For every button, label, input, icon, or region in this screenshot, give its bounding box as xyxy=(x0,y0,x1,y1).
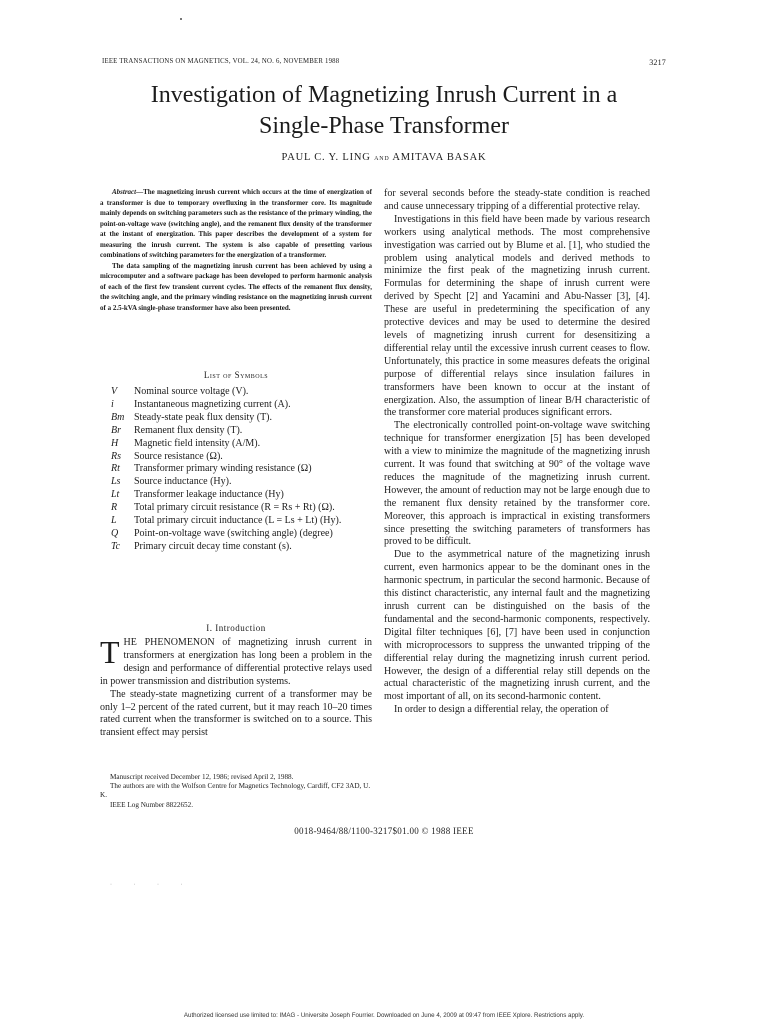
paper-title xyxy=(60,80,708,142)
symbol-description: Transformer leakage inductance (Hy) xyxy=(134,489,284,501)
introduction-body xyxy=(100,634,372,740)
symbol-key: i xyxy=(111,398,114,410)
symbol-key: Q xyxy=(111,527,119,539)
right-paragraph-2: The electronically controlled point-on-voltage wave switching technique for transformer energization [5] has been developed with a view to minimize the magnitude of the magnetizing inrush current. It was found that switching at 90° of the voltage wave reduces the magnitude of the magnetizing inrush current. However, the amount of reduction may not be large enough due to the remanent flux density retained by the transformer core. Moreover, this approach is impractical in existing transformers since presetting the switching parameters of transformers has proved to be difficult. xyxy=(384,420,650,548)
journal-header: IEEE TRANSACTIONS ON MAGNETICS, VOL. 24, NO. 6, NOVEMBER 1988 xyxy=(102,58,340,65)
title-line-1: Investigation of Magnetizing Inrush Current in a xyxy=(150,82,618,108)
author-1: PAUL C. Y. LING xyxy=(281,152,371,163)
symbol-row xyxy=(111,528,373,541)
intro-paragraph-1 xyxy=(100,634,372,689)
symbol-row xyxy=(111,463,373,476)
section-heading-introduction: I. Introduction xyxy=(206,623,266,633)
drop-cap: T xyxy=(100,634,120,670)
abstract-text-1: —The magnetizing inrush current which occurs at the time of energization of a transformer is due to temporary overfluxing in the transformer core. Its magnitude mainly depends on switching parameters such as the resistance of the primary winding, the point-on-voltage wave (switching angle), and the remanent flux density of the transformer at the instant of energization. This paper describes the development of a system for measuring the inrush current. The system is also capable of presetting various combinations of switching parameters for the energization of a transformer. xyxy=(100,188,372,259)
right-paragraph-1: Investigations in this field have been made by various research workers using analytical methods. The most comprehensive investigation was carried out by Blume et al. [1], who studied the problem using analytical models and derived methods to minimize the first peak of the magnetizing inrush current. Formulas for determining the shape of inrush current were derived by Specht [2] and Yacamini and Abu-Nasser [3], [4]. These are useful in predetermining the specification of any protective devices and may be used to determine the desired levels of magnetizing inrush current for desensitizing a differential relay until the excessive inrush current ceases to flow. Unfortunately, this practice in some measures defeats the original purpose of differential relays since insulation failures in transformers have been known to occur at the instant of energization. Also, the assumption of linear B/H characteristic of the transformer core material produces significant errors. xyxy=(384,213,650,419)
symbols-heading: List of Symbols xyxy=(203,370,269,380)
symbol-list xyxy=(111,386,373,554)
symbol-key: Tc xyxy=(111,540,121,552)
symbol-description: Instantaneous magnetizing current (A). xyxy=(134,398,291,410)
symbol-description: Steady-state peak flux density (T). xyxy=(134,411,273,423)
symbol-row xyxy=(111,438,373,451)
symbol-description: Total primary circuit inductance (L = Ls + Lt) (Hy). xyxy=(134,515,342,527)
symbol-row xyxy=(111,476,373,489)
symbol-description: Remanent flux density (T). xyxy=(134,424,243,436)
license-notice: Authorized licensed use limited to: IMAG - Universite Joseph Fourrier. Downloaded on June 4, 2009 at 09:47 from IEEE Xplore. Restrictions apply. xyxy=(183,1012,585,1019)
footnote-received: Manuscript received December 12, 1986; revised April 2, 1988. xyxy=(110,773,294,781)
copyright-line: 0018-9464/88/1100-3217$01.00 © 1988 IEEE xyxy=(294,826,474,836)
author-conjunction: and xyxy=(374,152,390,162)
symbol-description: Transformer primary winding resistance (Ω) xyxy=(134,463,312,475)
symbol-key: Lt xyxy=(111,489,120,501)
symbol-description: Total primary circuit resistance (R = Rs + Rt) (Ω). xyxy=(134,502,335,514)
intro-paragraph-2: The steady-state magnetizing current of a transformer may be only 1–2 percent of the rated current, but it may reach 10–20 times rated current when the transformer is switched on to a source. This transient effect may persist xyxy=(100,688,372,739)
symbol-description: Source resistance (Ω). xyxy=(134,450,223,462)
abstract-paragraph-2: The data sampling of the magnetizing inrush current has been achieved by using a microcomputer and a software package has been developed to perform harmonic analysis of each of the first few transient current cycles. The effects of the remanent flux density, the switching angle, and the primary winding resistance on the magnetizing inrush current of a 2.5-kVA single-phase transformer have also been presented. xyxy=(100,261,372,312)
symbol-key: R xyxy=(111,502,118,514)
symbol-row xyxy=(111,502,373,515)
symbol-key: Rt xyxy=(111,463,120,475)
author-2: AMITAVA BASAK xyxy=(392,152,487,163)
symbol-row xyxy=(111,399,373,412)
abstract xyxy=(100,187,372,313)
symbol-description: Nominal source voltage (V). xyxy=(134,386,249,397)
symbol-key: H xyxy=(111,437,119,449)
right-paragraph-3: Due to the asymmetrical nature of the magnetizing inrush current, even harmonics appear to be the dominant ones in the harmonic spectrum, in particular the second harmonic. Because of this distinct characteristic, any internal fault and the magnetizing inrush current can be distinguished on the basis of the fundamental and the second-harmonic components, respectively. Digital filter techniques [6], [7] have been used in conjunction with microprocessors to suppress the unwanted tripping of the differential relay during the magnetizing inrush current period. However, the design of a differential relay still depends on the actual characteristic of the magnetizing inrush current, and the most important of all, on its second-harmonic content. xyxy=(384,549,650,703)
scan-speck xyxy=(180,18,182,20)
symbol-row xyxy=(111,425,373,438)
scan-dots: · · · · xyxy=(110,882,193,888)
symbol-row xyxy=(111,489,373,502)
footnote-log-number: IEEE Log Number 8822652. xyxy=(110,800,194,809)
symbol-description: Point-on-voltage wave (switching angle) (degree) xyxy=(134,527,333,539)
abstract-paragraph-1 xyxy=(100,187,372,261)
symbol-row xyxy=(111,541,373,554)
symbol-key: Br xyxy=(111,424,121,436)
symbol-key: L xyxy=(111,515,117,527)
page-number: 3217 xyxy=(649,58,666,67)
author-line xyxy=(0,152,768,163)
symbol-row xyxy=(111,386,373,399)
title-line-2: Single-Phase Transformer xyxy=(259,113,509,139)
symbol-description: Magnetic field intensity (A/M). xyxy=(134,437,261,449)
symbol-row xyxy=(111,451,373,464)
symbol-key: V xyxy=(111,386,118,397)
right-column-body xyxy=(384,188,650,717)
symbol-key: Bm xyxy=(111,411,125,423)
symbol-key: Rs xyxy=(111,450,121,462)
symbol-row xyxy=(111,412,373,425)
footnote-affiliation: The authors are with the Wolfson Centre for Magnetics Technology, Cardiff, CF2 3AD, U. K. xyxy=(100,782,371,800)
footnote xyxy=(100,773,372,810)
symbol-description: Primary circuit decay time constant (s). xyxy=(134,540,292,552)
intro-text-1: HE PHENOMENON of magnetizing inrush current in transformers at energization has long been a problem in the design and performance of differential protective relays used in power transmission and distribution systems. xyxy=(100,637,372,687)
symbol-row xyxy=(111,515,373,528)
symbol-description: Source inductance (Hy). xyxy=(134,476,232,488)
symbol-key: Ls xyxy=(111,476,121,488)
right-paragraph-4: In order to design a differential relay, the operation of xyxy=(394,704,609,716)
right-paragraph-0: for several seconds before the steady-state condition is reached and cause unnecessary tripping of a differential protective relay. xyxy=(384,188,650,212)
abstract-lead: Abstract xyxy=(112,188,137,196)
